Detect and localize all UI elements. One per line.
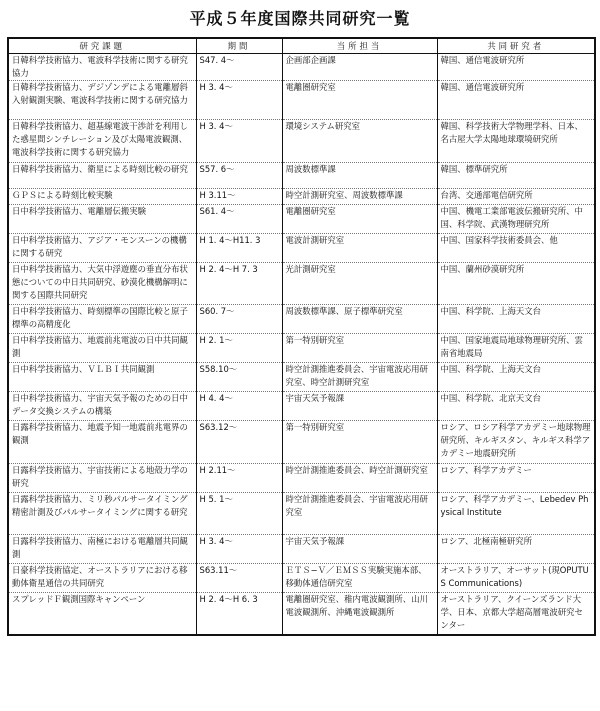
- cell-subject: 日韓科学技術協力、衛星による時刻比較の研究: [8, 163, 196, 189]
- table-row: [8, 593, 595, 635]
- cell-partner: ロシア、科学アカデミー: [437, 464, 595, 493]
- cell-partner: 中国、蘭州砂漠研究所: [437, 263, 595, 305]
- table-row: [8, 392, 595, 421]
- cell-partner: 韓国、標準研究所: [437, 163, 595, 189]
- table-row: [8, 535, 595, 564]
- cell-subject: 日韓科学技術協力、超基線電波干渉計を利用した惑星間シンチレーション及び太陽電波観測、電波科学技術に関する研究協力: [8, 120, 196, 163]
- cell-subject: 日中科学技術協力、時刻標準の国際比較と原子標準の高精度化: [8, 305, 196, 334]
- cell-division: 電離圏研究室: [282, 81, 437, 120]
- cell-subject: 日韓科学技術協力、デジゾンデによる電離層斜入射観測実験、電波科学技術に関する研究協力: [8, 81, 196, 120]
- cell-partner: 韓国、通信電波研究所: [437, 81, 595, 120]
- cell-division: 周波数標準課: [282, 163, 437, 189]
- cell-period: H 2. 4〜H 6. 3: [196, 593, 282, 635]
- cell-division: 電離圏研究室: [282, 205, 437, 234]
- cell-subject: 日中科学技術協力、宇宙天気予報のための日中データ交換システムの構築: [8, 392, 196, 421]
- cell-division: 時空計測研究室、周波数標準課: [282, 189, 437, 205]
- cell-partner: 中国、科学院、上海天文台: [437, 305, 595, 334]
- cell-division: 時空計測推進委員会、時空計測研究室: [282, 464, 437, 493]
- cell-partner: オーストラリア、クイーンズランド大学、日本、京都大学超高層電波研究センター: [437, 593, 595, 635]
- cell-subject: 日中科学技術協力、アジア・モンスーンの機構に関する研究: [8, 234, 196, 263]
- cell-division: 第一特別研究室: [282, 421, 437, 464]
- cell-partner: 中国、機電工業部電波伝搬研究所、中国、科学院、武漢物理研究所: [437, 205, 595, 234]
- cell-division: 企画部企画課: [282, 54, 437, 81]
- cell-partner: 台湾、交通部電信研究所: [437, 189, 595, 205]
- cell-subject: 日露科学技術協力、ミリ秒パルサータイミング精密計測及びパルサータイミングに関する研究: [8, 493, 196, 535]
- cell-partner: 中国、国家地震局地球物理研究所、雲南省地震局: [437, 334, 595, 363]
- table-row: [8, 54, 595, 81]
- cell-subject: 日露科学技術協力、宇宙技術による地殻力学の研究: [8, 464, 196, 493]
- cell-division: 宇宙天気予報課: [282, 392, 437, 421]
- cell-period: S58.10〜: [196, 363, 282, 392]
- cell-division: 時空計測推進委員会、宇宙電波応用研究室: [282, 493, 437, 535]
- table-row: [8, 305, 595, 334]
- cell-division: 第一特別研究室: [282, 334, 437, 363]
- table-row: [8, 464, 595, 493]
- cell-subject: 日中科学技術協力、地震前兆電波の日中共同観測: [8, 334, 196, 363]
- cell-subject: 日韓科学技術協力、電波科学技術に関する研究協力: [8, 54, 196, 81]
- cell-subject: 日豪科学技術協定、オーストラリアにおける移動体衛星通信の共同研究: [8, 564, 196, 593]
- cell-period: H 2. 4〜H 7. 3: [196, 263, 282, 305]
- table-row: [8, 120, 595, 163]
- cell-partner: 中国、科学院、上海天文台: [437, 363, 595, 392]
- table-row: [8, 363, 595, 392]
- cell-partner: 中国、国家科学技術委員会、他: [437, 234, 595, 263]
- header-partner: 共同研究者: [437, 38, 595, 54]
- cell-period: S57. 6〜: [196, 163, 282, 189]
- cell-subject: 日中科学技術協力、ＶＬＢＩ共同観測: [8, 363, 196, 392]
- cell-period: S63.11〜: [196, 564, 282, 593]
- cell-division: 周波数標準課、原子標準研究室: [282, 305, 437, 334]
- cell-period: S63.12〜: [196, 421, 282, 464]
- cell-subject: 日露科学技術協力、南極における電離層共同観測: [8, 535, 196, 564]
- cell-partner: ロシア、北極南極研究所: [437, 535, 595, 564]
- cell-partner: 韓国、科学技術大学物理学科、日本、名古屋大学太陽地球環境研究所: [437, 120, 595, 163]
- cell-subject: スプレッドＦ観測国際キャンペーン: [8, 593, 196, 635]
- cell-subject: 日中科学技術協力、大気中浮遊塵の垂直分布状態についての中日共同研究、砂漠化機構解明に関する国際共同研究: [8, 263, 196, 305]
- header-subject: 研究課題: [8, 38, 196, 54]
- table-header-row: [8, 38, 595, 54]
- cell-division: 電離圏研究室、稚内電波観測所、山川電波観測所、沖縄電波観測所: [282, 593, 437, 635]
- cell-period: H 3. 4〜: [196, 120, 282, 163]
- cell-period: H 2. 1〜: [196, 334, 282, 363]
- cell-period: S61. 4〜: [196, 205, 282, 234]
- cell-subject: 日露科学技術協力、地震予知一地震前兆電界の観測: [8, 421, 196, 464]
- cell-period: H 3.11〜: [196, 189, 282, 205]
- cell-period: H 5. 1〜: [196, 493, 282, 535]
- page-title: 平成５年度国際共同研究一覧: [189, 9, 411, 28]
- cell-partner: ロシア、科学アカデミー、Lebedev Physical Institute: [437, 493, 595, 535]
- table-row: [8, 334, 595, 363]
- table-row: [8, 493, 595, 535]
- table-row: [8, 163, 595, 189]
- cell-period: H 2.11〜: [196, 464, 282, 493]
- cell-period: H 4. 4〜: [196, 392, 282, 421]
- cell-partner: ロシア、ロシア科学アカデミー地球物理研究所、キルギスタン、キルギス科学アカデミー地震研究所: [437, 421, 595, 464]
- header-division: 当所担当: [282, 38, 437, 54]
- research-table: [7, 37, 596, 636]
- cell-division: ＥＴＳ−Ｖ／ＥＭＳＳ実験実施本部、移動体通信研究室: [282, 564, 437, 593]
- header-period: 期間: [196, 38, 282, 54]
- cell-subject: 日中科学技術協力、電離層伝搬実験: [8, 205, 196, 234]
- cell-division: 宇宙天気予報課: [282, 535, 437, 564]
- table-row: [8, 81, 595, 120]
- table-row: [8, 421, 595, 464]
- cell-period: S60. 7〜: [196, 305, 282, 334]
- cell-period: H 1. 4〜H11. 3: [196, 234, 282, 263]
- cell-partner: 韓国、通信電波研究所: [437, 54, 595, 81]
- cell-partner: オーストラリア、オーサット(現OPUTUS Communications): [437, 564, 595, 593]
- table-row: [8, 564, 595, 593]
- cell-period: S47. 4〜: [196, 54, 282, 81]
- table-row: [8, 189, 595, 205]
- cell-period: H 3. 4〜: [196, 81, 282, 120]
- table-row: [8, 263, 595, 305]
- cell-division: 時空計測推進委員会、宇宙電波応用研究室、時空計測研究室: [282, 363, 437, 392]
- cell-division: 電波計測研究室: [282, 234, 437, 263]
- cell-division: 環境システム研究室: [282, 120, 437, 163]
- cell-subject: ＧＰＳによる時刻比較実験: [8, 189, 196, 205]
- table-row: [8, 205, 595, 234]
- cell-period: H 3. 4〜: [196, 535, 282, 564]
- table-row: [8, 234, 595, 263]
- cell-partner: 中国、科学院、北京天文台: [437, 392, 595, 421]
- cell-division: 光計測研究室: [282, 263, 437, 305]
